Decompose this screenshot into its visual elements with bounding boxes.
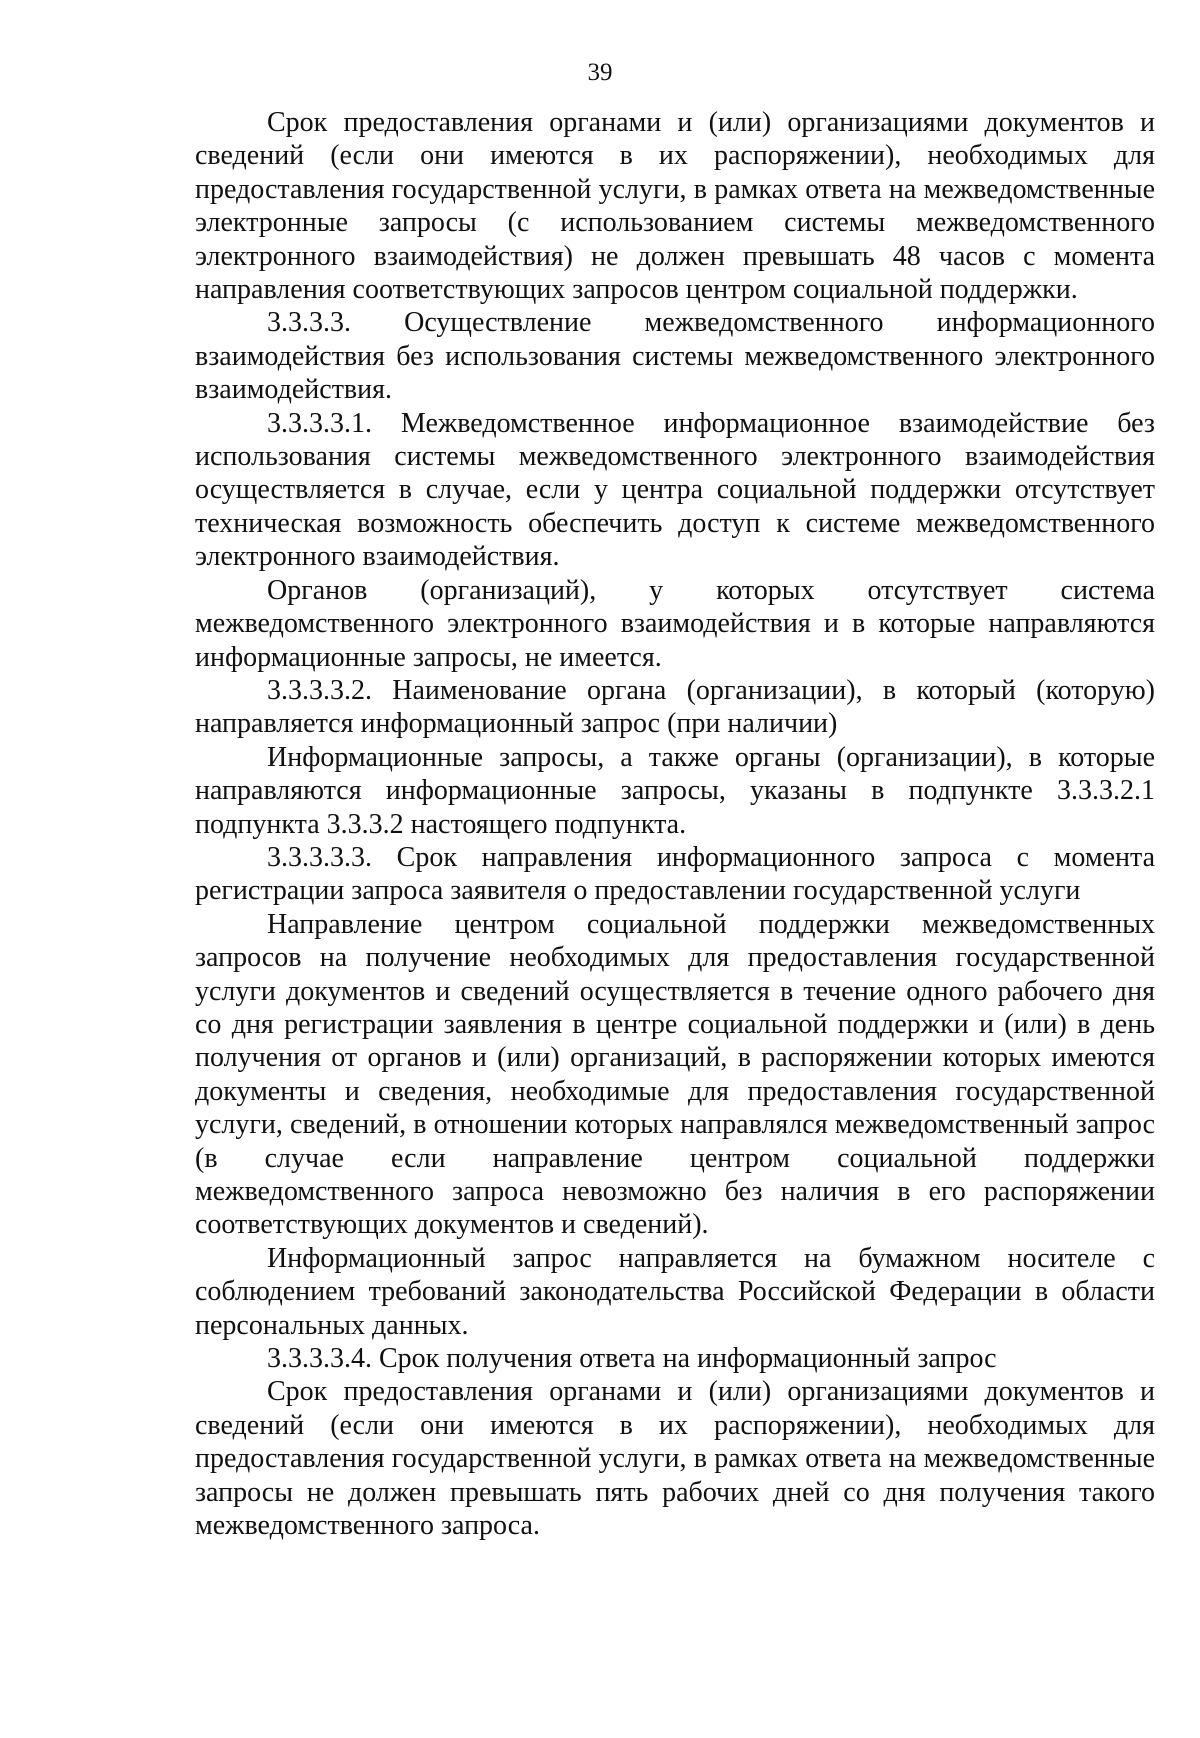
paragraph-3-3-3-3-2: 3.3.3.3.2. Наименование органа (организации), в который (которую) направляется информационный запрос (при наличии) bbox=[195, 674, 1155, 740]
paragraph-no-organizations: Органов (организаций), у которых отсутствует система межведомственного электронного взаимодействия и в которые направляются информационные запросы, не имеется. bbox=[195, 574, 1155, 673]
page-number: 39 bbox=[587, 59, 613, 86]
paragraph-3-3-3-3-3: 3.3.3.3.3. Срок направления информационного запроса с момента регистрации запроса заявителя о предоставлении государственной услуги bbox=[195, 841, 1155, 907]
paragraph-request-sending: Направление центром социальной поддержки межведомственных запросов на получение необходимых для предоставления государственной услуги документов и сведений осуществляется в течение одного рабочего дня со дня регистрации заявления в центре социальной поддержки и (или) в день получения от органов и (или) организаций, в распоряжении которых имеются документы и сведения, необходимые для предоставления государственной услуги, сведений, в отношении которых направлялся межведомственный запрос (в случае если направление центром социальной поддержки межведомственного запроса невозможно без наличия в его распоряжении соответствующих документов и сведений). bbox=[195, 908, 1155, 1241]
paragraph-paper-request: Информационный запрос направляется на бумажном носителе с соблюдением требований законодательства Российской Федерации в области персональных данных. bbox=[195, 1242, 1155, 1341]
paragraph-3-3-3-3-1: 3.3.3.3.1. Межведомственное информационное взаимодействие без использования системы межведомственного электронного взаимодействия осуществляется в случае, если у центра социальной поддержки отсутствует техническая возможность обеспечить доступ к системе межведомственного электронного взаимодействия. bbox=[195, 407, 1155, 573]
paragraph-response-term-paper: Срок предоставления органами и (или) организациями документов и сведений (если они имеются в их распоряжении), необходимых для предоставления государственной услуги, в рамках ответа на межведомственные запросы не должен превышать пять рабочих дней со дня получения такого межведомственного запроса. bbox=[195, 1376, 1155, 1542]
paragraph-information-requests: Информационные запросы, а также органы (организации), в которые направляются информационные запросы, указаны в подпункте 3.3.3.2.1 подпункта 3.3.3.2 настоящего подпункта. bbox=[195, 741, 1155, 840]
paragraph-response-term-electronic: Срок предоставления органами и (или) организациями документов и сведений (если они имеются в их распоряжении), необходимых для предоставления государственной услуги, в рамках ответа на межведомственные электронные запросы (с использованием системы межведомственного электронного взаимодействия) не должен превышать 48 часов с момента направления соответствующих запросов центром социальной поддержки. bbox=[195, 107, 1155, 306]
document-body bbox=[195, 106, 1155, 1542]
paragraph-3-3-3-3-4: 3.3.3.3.4. Срок получения ответа на информационный запрос bbox=[267, 1343, 997, 1375]
paragraph-3-3-3-3: 3.3.3.3. Осуществление межведомственного информационного взаимодействия без использования системы межведомственного электронного взаимодействия. bbox=[195, 307, 1155, 406]
